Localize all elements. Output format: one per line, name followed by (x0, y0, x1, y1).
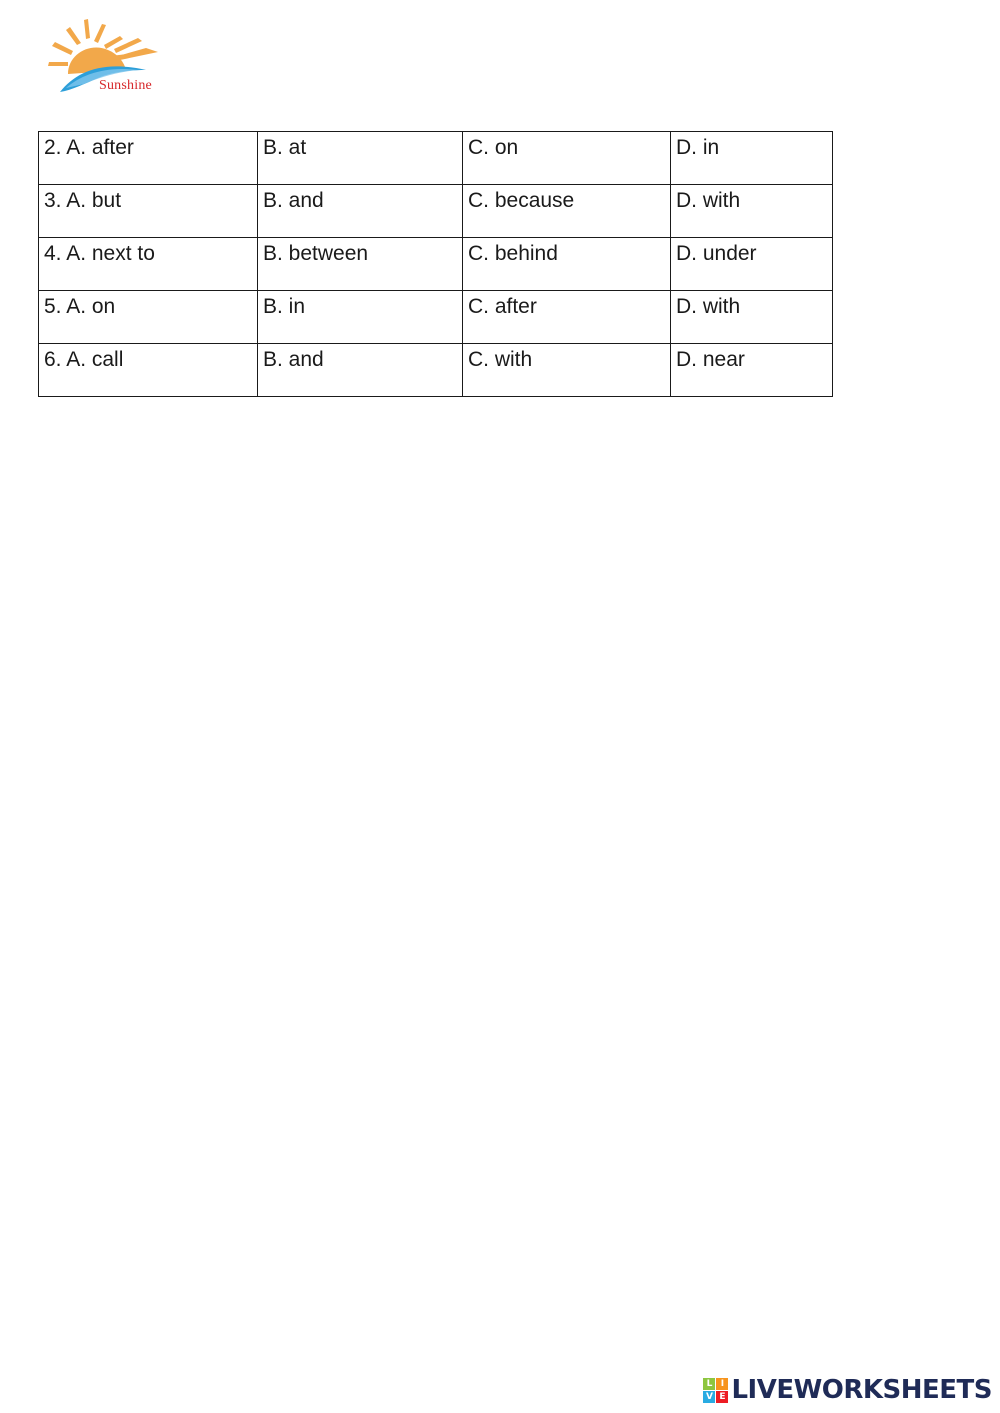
sunshine-logo (46, 16, 166, 98)
badge-letter: I (716, 1378, 728, 1390)
option-cell: D. near (671, 344, 833, 397)
table-row (39, 238, 833, 291)
option-cell: C. on (463, 132, 671, 185)
option-cell: C. with (463, 344, 671, 397)
option-cell: D. with (671, 291, 833, 344)
option-cell: D. with (671, 185, 833, 238)
option-cell: 2. A. after (39, 132, 258, 185)
option-cell: B. at (258, 132, 463, 185)
option-cell: 5. A. on (39, 291, 258, 344)
table-row (39, 132, 833, 185)
option-cell: B. and (258, 344, 463, 397)
option-cell: D. under (671, 238, 833, 291)
option-cell: 4. A. next to (39, 238, 258, 291)
watermark-text: LIVEWORKSHEETS (731, 1375, 992, 1405)
option-cell: B. and (258, 185, 463, 238)
badge-letter: E (716, 1391, 728, 1403)
table-row (39, 291, 833, 344)
liveworksheets-watermark (703, 1375, 992, 1405)
badge-letter: L (703, 1378, 715, 1390)
option-cell: C. behind (463, 238, 671, 291)
table-row (39, 344, 833, 397)
liveworksheets-badge-icon (703, 1378, 728, 1403)
option-cell: B. in (258, 291, 463, 344)
table-row (39, 185, 833, 238)
option-cell: B. between (258, 238, 463, 291)
logo-text: Sunshine (99, 78, 152, 93)
option-cell: C. because (463, 185, 671, 238)
badge-letter: V (703, 1391, 715, 1403)
option-cell: 6. A. call (39, 344, 258, 397)
option-cell: 3. A. but (39, 185, 258, 238)
option-cell: D. in (671, 132, 833, 185)
option-cell: C. after (463, 291, 671, 344)
answer-options-table (38, 131, 833, 397)
